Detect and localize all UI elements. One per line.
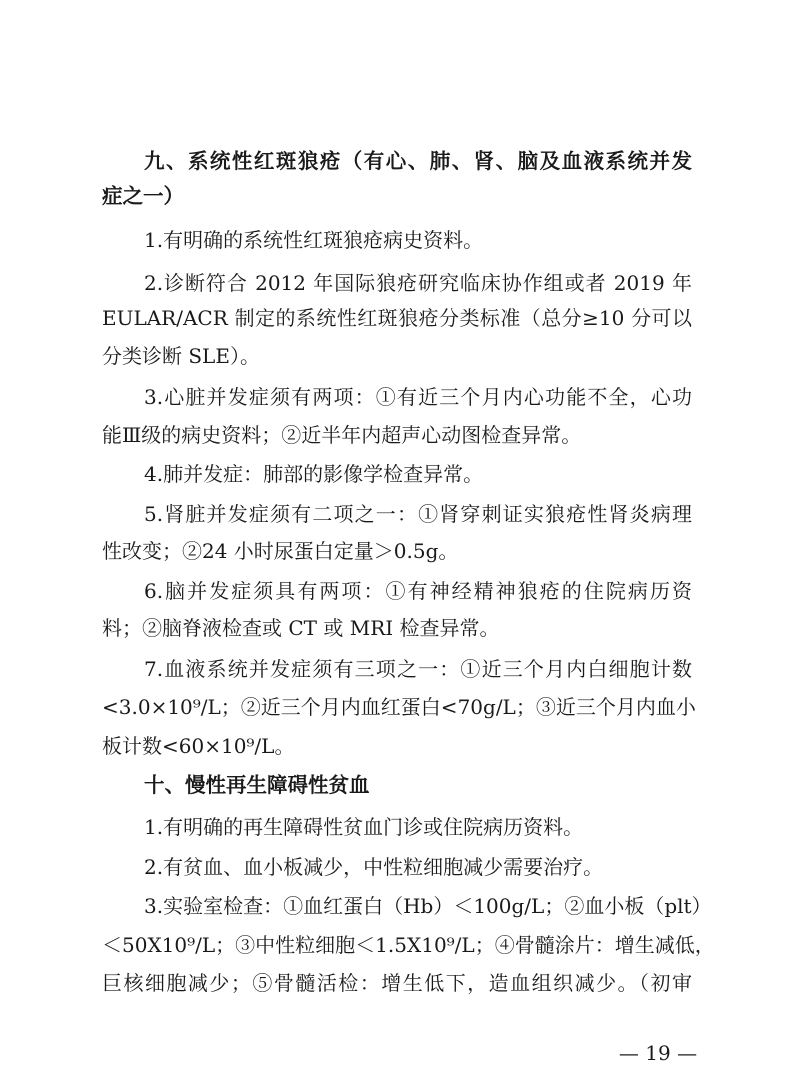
page-number: — 19 —: [618, 1041, 698, 1065]
paragraph-line: 1.有明确的再生障碍性贫血门诊或住院病历资料。: [144, 815, 584, 839]
paragraph-line: 分类诊断 SLE）。: [102, 344, 260, 368]
paragraph-line: 1.有明确的系统性红斑狼疮病史资料。: [144, 228, 484, 252]
paragraph-line: <3.0×10⁹/L；②近三个月内血红蛋白<70g/L；③近三个月内血小: [102, 695, 696, 719]
paragraph-line: 2.有贫血、血小板减少，中性粒细胞减少需要治疗。: [144, 855, 604, 879]
paragraph-line: 3.实验室检查：①血红蛋白（Hb）＜100g/L；②血小板（plt）: [144, 894, 712, 918]
section-heading: 症之一）: [102, 184, 184, 208]
paragraph-line: 3.心脏并发症须有两项：①有近三个月内心功能不全，心功: [144, 385, 692, 409]
paragraph-line: 7.血液系统并发症须有三项之一：①近三个月内白细胞计数: [144, 657, 692, 681]
paragraph-line: 巨核细胞减少；⑤骨髓活检：增生低下，造血组织减少。（初审: [102, 971, 692, 995]
paragraph-line: 板计数<60×10⁹/L。: [102, 734, 295, 758]
paragraph-line: 4.肺并发症：肺部的影像学检查异常。: [144, 462, 484, 486]
paragraph-line: 6.脑并发症须具有两项：①有神经精神狼疮的住院病历资: [144, 579, 692, 603]
paragraph-line: 料；②脑脊液检查或 CT 或 MRI 检查异常。: [102, 616, 500, 640]
paragraph-line: ＜50X10⁹/L；③中性粒细胞＜1.5X10⁹/L；④骨髓涂片：增生减低，: [102, 933, 715, 957]
section-heading: 十、慢性再生障碍性贫血: [144, 773, 370, 797]
paragraph-line: 能Ⅲ级的病史资料；②近半年内超声心动图检查异常。: [102, 423, 582, 447]
paragraph-line: 2.诊断符合 2012 年国际狼疮研究临床协作组或者 2019 年: [144, 271, 692, 295]
paragraph-line: 性改变；②24 小时尿蛋白定量＞0.5g。: [102, 539, 459, 563]
section-heading: 九、系统性红斑狼疮（有心、肺、肾、脑及血液系统并发: [144, 149, 692, 173]
paragraph-line: EULAR/ACR 制定的系统性红斑狼疮分类标准（总分≥10 分可以: [102, 306, 692, 330]
paragraph-line: 5.肾脏并发症须有二项之一：①肾穿刺证实狼疮性肾炎病理: [144, 502, 692, 526]
